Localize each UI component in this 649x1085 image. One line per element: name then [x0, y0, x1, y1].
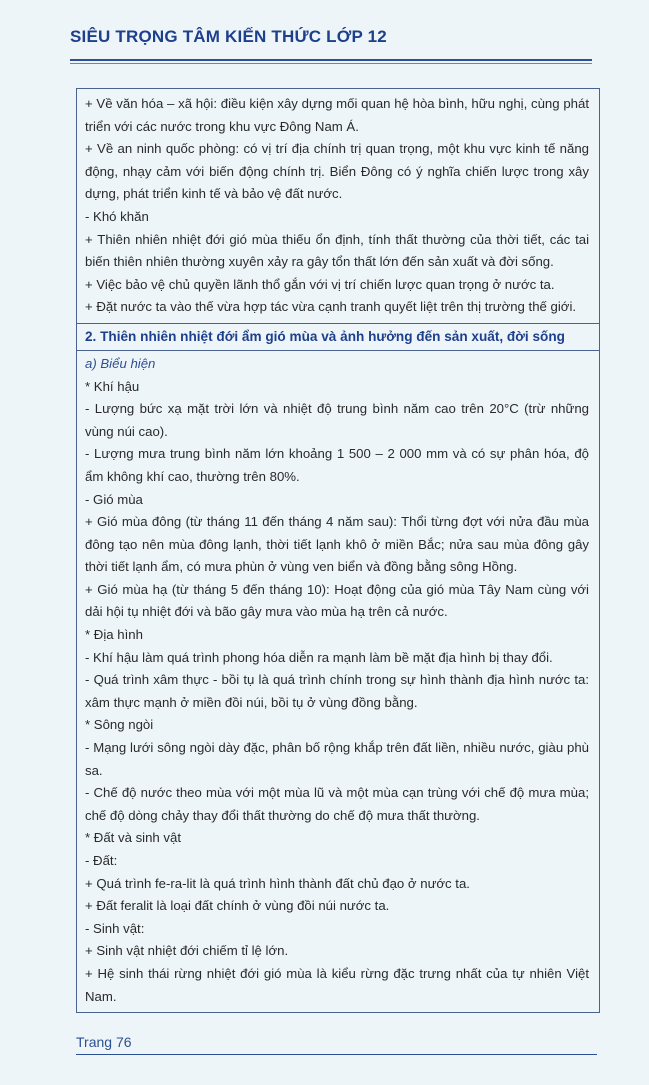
paragraph: + Đặt nước ta vào thế vừa hợp tác vừa cạnh tranh quyết liệt trên thị trường thế giới.	[85, 299, 577, 315]
paragraph: - Đất:	[85, 853, 118, 868]
paragraph: * Địa hình	[85, 627, 143, 643]
paragraph: + Việc bảo vệ chủ quyền lãnh thổ gắn với vị trí chiến lược quan trọng ở nước ta.	[85, 276, 555, 292]
paragraph: + Về văn hóa – xã hội: điều kiện xây dựng mối quan hệ hòa bình, hữu nghị, cùng phát triển với các nước trong khu vực Đông Nam Á.	[85, 96, 589, 134]
paragraph: - Sinh vật:	[85, 920, 145, 936]
running-header: SIÊU TRỌNG TÂM KIẾN THỨC LỚP 12	[70, 27, 387, 46]
paragraph: + Hệ sinh thái rừng nhiệt đới gió mùa là kiểu rừng đặc trưng nhất của tự nhiên Việt Nam.	[85, 965, 589, 1004]
paragraph: * Sông ngòi	[85, 717, 154, 733]
paragraph: + Quá trình fe-ra-lit là quá trình hình thành đất chủ đạo ở nước ta.	[85, 875, 470, 891]
header-rule	[70, 59, 592, 61]
paragraph: - Quá trình xâm thực - bồi tụ là quá trình chính trong sự hình thành địa hình nước ta: xâm thực mạnh ở miền đồi núi, bồi tụ ở vùng đồng bằng.	[85, 672, 589, 710]
section-2	[77, 351, 599, 1012]
paragraph: * Đất và sinh vật	[85, 830, 182, 846]
page-number: Trang 76	[76, 1034, 132, 1051]
paragraph: + Sinh vật nhiệt đới chiếm tỉ lệ lớn.	[85, 943, 289, 959]
paragraph: - Mạng lưới sông ngòi dày đặc, phân bố rộng khắp trên đất liền, nhiều nước, giàu phù sa.	[85, 740, 589, 778]
paragraph: + Đất feralit là loại đất chính ở vùng đồi núi nước ta.	[85, 898, 390, 914]
paragraph: + Gió mùa hạ (từ tháng 5 đến tháng 10): Hoạt động của gió mùa Tây Nam cùng với dải hội tụ nhiệt đới và bão gây mưa vào mùa hạ trên cả nước.	[85, 581, 589, 620]
footer-rule	[76, 1054, 597, 1055]
paragraph: - Lượng mưa trung bình năm lớn khoảng 1 500 – 2 000 mm và có sự phân hóa, độ ẩm không khí cao, thường trên 80%.	[85, 446, 589, 484]
paragraph: - Chế độ nước theo mùa với một mùa lũ và một mùa cạn trùng với chế độ mưa mùa; chế độ dòng chảy thay đổi thất thường do chế độ mưa thất thường.	[85, 785, 589, 823]
paragraph: + Về an ninh quốc phòng: có vị trí địa chính trị quan trọng, một khu vực kinh tế năng động, nhạy cảm với biến động chính trị. Biển Đông có ý nghĩa chiến lược trong xây dựng, phát triển kinh tế và bảo vệ đất nước.	[85, 141, 589, 202]
header-rule-thin	[70, 63, 592, 64]
subheading: a) Biểu hiện	[85, 355, 156, 371]
section-heading: 2. Thiên nhiên nhiệt đới ẩm gió mùa và ảnh hưởng đến sản xuất, đời sống	[77, 323, 599, 351]
paragraph: - Gió mùa	[85, 491, 143, 507]
paragraph: - Lượng bức xạ mặt trời lớn và nhiệt độ trung bình năm cao trên 20°C (trừ những vùng núi cao).	[85, 401, 589, 439]
paragraph: - Khó khăn	[85, 208, 149, 224]
paragraph: - Khí hậu làm quá trình phong hóa diễn ra mạnh làm bề mặt địa hình bị thay đổi.	[85, 649, 553, 665]
content-box	[76, 88, 600, 1013]
paragraph: + Thiên nhiên nhiệt đới gió mùa thiếu ổn định, tính thất thường của thời tiết, các tai biến thiên nhiên thường xuyên xảy ra gây tổn thất lớn đến sản xuất và đời sống.	[85, 231, 589, 270]
paragraph: * Khí hậu	[85, 378, 140, 394]
section-1	[77, 89, 599, 323]
paragraph: + Gió mùa đông (từ tháng 11 đến tháng 4 năm sau): Thổi từng đợt với nửa đầu mùa đông tạo nên mùa đông lạnh, thời tiết lạnh khô ở miền Bắc; nửa sau mùa đông gây thời tiết lạnh ẩm, có mưa phùn ở vùng ven biển và đồng bằng sông Hồng.	[85, 514, 589, 575]
